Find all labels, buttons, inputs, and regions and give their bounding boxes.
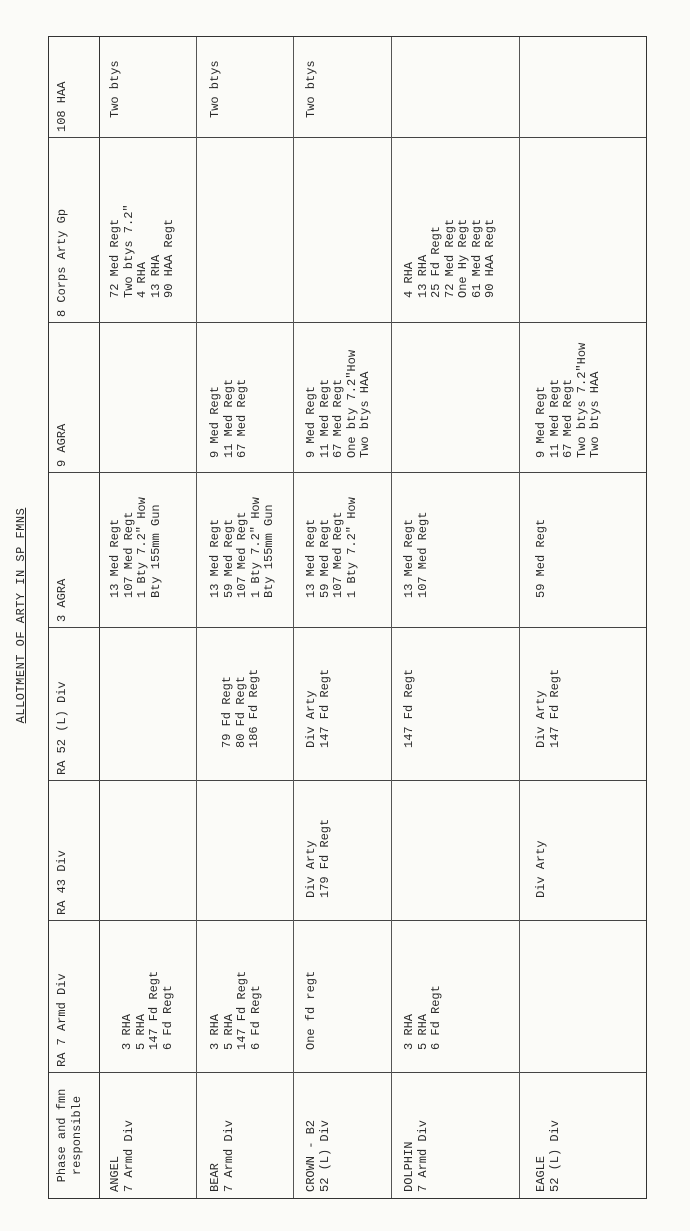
column-divider [49, 920, 646, 921]
column-header-haa108 [49, 38, 99, 138]
cell-line: 13 Med Regt [304, 518, 318, 598]
header-text: RA 7 Armd Div [55, 973, 69, 1067]
column-header-agra3 [49, 473, 99, 628]
cell-line: 11 Med Regt [221, 378, 236, 458]
row-eagle-ra52 [535, 669, 562, 748]
cell-line: Div Arty [534, 840, 548, 898]
cell-line: 147 Fd Regt [235, 970, 249, 1050]
column-header-ra52 [49, 628, 99, 781]
row-divider [293, 37, 294, 1198]
row-crown-phase [305, 1120, 332, 1192]
column-divider [49, 627, 646, 628]
cell-line: 52 (L) Div [547, 1119, 562, 1192]
cell-line: 5 RHA [415, 1013, 430, 1050]
cell-line: 9 Med Regt [534, 385, 548, 458]
document-title: ALLOTMENT OF ARTY IN SP FMNS [14, 507, 28, 724]
row-bear-agra3 [209, 497, 277, 598]
cell-line: Div Arty [304, 840, 318, 898]
cell-line: 52 (L) Div [317, 1119, 332, 1192]
cell-line: 147 Fd Regt [317, 668, 332, 748]
cell-line: 13 Med Regt [208, 518, 222, 598]
cell-line: Two btys HAA [358, 371, 372, 458]
cell-line: 7 Armd Div [221, 1119, 236, 1192]
row-dolphin-corps8 [403, 219, 498, 298]
cell-line: 6 Fd Regt [160, 985, 175, 1050]
cell-line: DOLPHIN [402, 1141, 416, 1192]
cell-line: Div Arty [304, 690, 318, 748]
cell-line: 9 Med Regt [208, 385, 222, 458]
row-bear-phase [209, 1120, 236, 1192]
cell-line: BEAR [208, 1163, 222, 1192]
header-text: 3 AGRA [55, 578, 69, 622]
cell-line: One bty 7.2"How [344, 349, 359, 458]
column-header-ra7 [49, 921, 99, 1073]
cell-line: 13 Med Regt [108, 518, 122, 598]
cell-line: 7 Armd Div [121, 1119, 136, 1192]
cell-line: 5 RHA [133, 1013, 148, 1050]
cell-line: 4 RHA [402, 261, 416, 298]
cell-line: Div Arty [534, 690, 548, 748]
cell-line: 67 Med Regt [561, 378, 575, 458]
row-eagle-ra43 [535, 840, 549, 898]
cell-line: Two btys [208, 60, 222, 118]
cell-line: 1 Bty 7.2" How [248, 497, 263, 598]
row-bear-haa108 [209, 60, 223, 118]
cell-line: One Hy Regt [456, 218, 470, 298]
cell-line: 72 Med Regt [108, 218, 122, 298]
header-text: 9 AGRA [55, 423, 69, 467]
cell-line: 59 Med Regt [534, 518, 548, 598]
column-divider [49, 472, 646, 473]
row-dolphin-ra7 [403, 985, 444, 1050]
row-eagle-agra3 [535, 519, 549, 598]
cell-line: 107 Med Regt [121, 511, 136, 598]
cell-line: 179 Fd Regt [317, 818, 332, 898]
cell-line: 13 Med Regt [402, 518, 416, 598]
header-text: responsible [70, 1095, 84, 1176]
row-angel-ra7 [121, 971, 175, 1050]
column-divider [49, 1072, 646, 1073]
row-bear-ra52 [221, 669, 262, 748]
row-crown-haa108 [305, 60, 319, 118]
column-divider [49, 137, 646, 138]
cell-line: Two btys 7.2"How [574, 342, 589, 458]
cell-line: 3 RHA [120, 1013, 134, 1050]
row-angel-agra3 [109, 497, 163, 598]
cell-line: 59 Med Regt [317, 518, 332, 598]
cell-line: 1 Bty 7.2" How [344, 497, 359, 598]
row-crown-agra3 [305, 497, 359, 598]
cell-line: 11 Med Regt [317, 378, 332, 458]
header-text: 8 Corps Arty Gp [55, 208, 69, 317]
row-bear-ra7 [209, 971, 263, 1050]
cell-line: 5 RHA [221, 1013, 236, 1050]
cell-line: 7 Armd Div [415, 1119, 430, 1192]
row-dolphin-agra3 [403, 512, 430, 598]
cell-line: 4 RHA [135, 261, 149, 298]
column-divider [49, 780, 646, 781]
header-text: Phase and fmn [55, 1088, 69, 1183]
cell-line: 6 Fd Regt [248, 985, 263, 1050]
row-crown-agra9 [305, 350, 373, 458]
row-angel-corps8 [109, 204, 177, 298]
row-crown-ra7 [305, 971, 319, 1050]
column-header-ra43 [49, 781, 99, 921]
cell-line: 1 Bty 7.2" How [135, 497, 149, 598]
column-divider [49, 322, 646, 323]
cell-line: 90 HAA Regt [162, 218, 176, 298]
cell-line: EAGLE [534, 1155, 548, 1192]
row-dolphin-phase [403, 1120, 430, 1192]
cell-line: ANGEL [108, 1155, 122, 1192]
column-header-corps8 [49, 138, 99, 323]
cell-line: Two btys [108, 60, 122, 118]
cell-line: 107 Med Regt [235, 511, 249, 598]
header-text: RA 43 Div [55, 850, 69, 915]
cell-line: Two btys 7.2" [121, 204, 136, 298]
row-crown-ra52 [305, 669, 332, 748]
cell-line: 13 RHA [415, 254, 430, 298]
cell-line: Two btys HAA [588, 371, 602, 458]
cell-line: 25 Fd Regt [429, 225, 443, 298]
cell-line: 90 HAA Regt [483, 218, 497, 298]
cell-line: One fd regt [304, 970, 318, 1050]
allotment-table [48, 36, 647, 1199]
cell-line: Bty 155mm Gun [262, 504, 276, 598]
cell-line: 72 Med Regt [442, 218, 457, 298]
cell-line: 67 Med Regt [331, 378, 345, 458]
column-header-phase [49, 1073, 99, 1198]
cell-line: Two btys [304, 60, 318, 118]
cell-line: 13 RHA [148, 254, 163, 298]
row-divider [196, 37, 197, 1198]
row-eagle-phase [535, 1120, 562, 1192]
cell-line: 147 Fd Regt [147, 970, 161, 1050]
cell-line: 107 Med Regt [415, 511, 430, 598]
header-text: RA 52 (L) Div [55, 681, 69, 775]
row-crown-ra43 [305, 819, 332, 898]
cell-line: 11 Med Regt [547, 378, 562, 458]
cell-line: 79 Fd Regt [220, 675, 234, 748]
cell-line: 61 Med Regt [469, 218, 484, 298]
row-divider [391, 37, 392, 1198]
column-header-agra9 [49, 323, 99, 473]
row-bear-agra9 [209, 379, 250, 458]
row-divider [519, 37, 520, 1198]
cell-line: 59 Med Regt [221, 518, 236, 598]
cell-line: 186 Fd Regt [247, 668, 261, 748]
cell-line: 3 RHA [402, 1013, 416, 1050]
cell-line: 107 Med Regt [331, 511, 345, 598]
cell-line: CROWN - B2 [304, 1119, 318, 1192]
cell-line: 147 Fd Regt [402, 668, 416, 748]
header-text: 108 HAA [55, 81, 69, 132]
cell-line: 9 Med Regt [304, 385, 318, 458]
row-eagle-agra9 [535, 343, 603, 458]
cell-line: 3 RHA [208, 1013, 222, 1050]
cell-line: 147 Fd Regt [547, 668, 562, 748]
cell-line: Bty 155mm Gun [148, 504, 163, 598]
row-dolphin-ra52 [403, 669, 417, 748]
cell-line: 6 Fd Regt [429, 985, 443, 1050]
cell-line: 80 Fd Regt [233, 675, 248, 748]
cell-line: 67 Med Regt [235, 378, 249, 458]
row-angel-phase [109, 1120, 136, 1192]
row-angel-haa108 [109, 60, 123, 118]
